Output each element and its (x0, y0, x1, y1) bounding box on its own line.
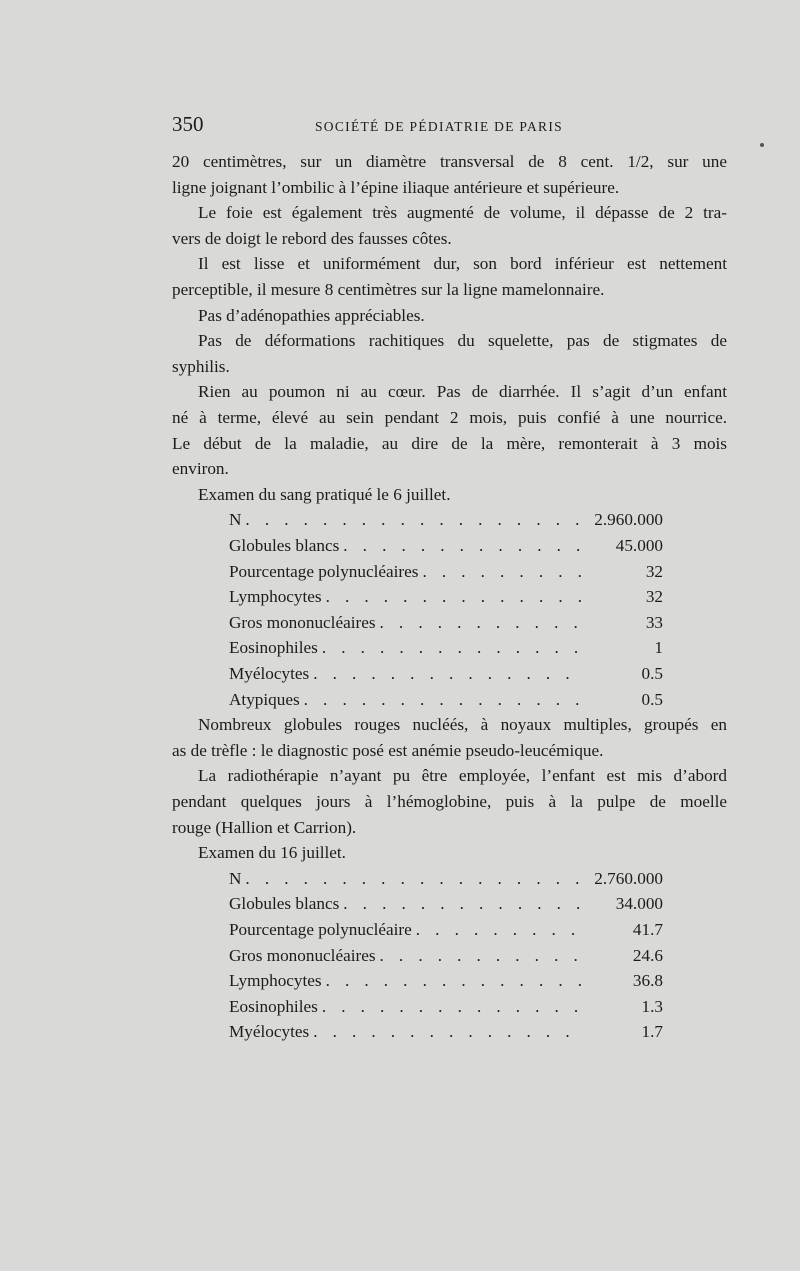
text-line: Rien au poumon ni au cœur. Pas de diarrhée. Il s’agit d’un enfant (198, 382, 727, 402)
text-line: Le début de la maladie, au dire de la mère, remonterait à 3 mois (172, 433, 727, 453)
row-label: Eosinophiles (229, 996, 318, 1016)
row-value: 41.7 (632, 920, 663, 939)
text-line: Examen du 16 juillet. (198, 843, 346, 863)
row-label: Lymphocytes (229, 971, 322, 991)
dot-leader (309, 662, 581, 686)
table-row (229, 867, 663, 891)
table-row (229, 688, 663, 712)
table-row (229, 995, 663, 1019)
text-line: Pas d’adénopathies appréciables. (198, 305, 425, 325)
table-row (229, 585, 663, 609)
text-line: rouge (Hallion et Carrion). (172, 817, 357, 837)
dot-leader (241, 508, 581, 532)
dot-leader (309, 1020, 581, 1044)
text-line: syphilis. (172, 356, 230, 376)
dot-leader (322, 969, 581, 993)
dot-leader (322, 585, 581, 609)
row-label: Pourcentage polynucléaire (229, 920, 412, 939)
text-line: Examen du sang pratiqué le 6 juillet. (198, 484, 451, 504)
row-label: Gros mononucléaires (229, 612, 376, 632)
row-label: N (229, 868, 242, 888)
table-row (229, 560, 663, 584)
dot-leader (412, 918, 581, 942)
page-number: 350 (172, 112, 204, 136)
text-line: Nombreux globules rouges nucléés, à noyaux multiples, groupés en (198, 715, 727, 735)
table-row (229, 918, 663, 942)
dot-leader (318, 636, 581, 660)
row-value: 1 (654, 638, 663, 658)
text-line: 20 centimètres, sur un diamètre transversal de 8 cent. 1/2, sur une (172, 152, 727, 171)
table-row (229, 662, 663, 686)
dot-leader (376, 944, 581, 968)
row-value: 0.5 (641, 689, 663, 709)
table-row (229, 611, 663, 635)
row-label: Globules blancs (229, 536, 340, 555)
row-label: Atypiques (229, 689, 300, 709)
row-value: 36.8 (632, 971, 663, 991)
table-row (229, 508, 663, 532)
dot-leader (300, 688, 581, 712)
row-value: 34.000 (615, 894, 663, 914)
text-line: ligne joignant l’ombilic à l’épine iliaque antérieure et supérieure. (172, 177, 620, 197)
text-line: Il est lisse et uniformément dur, son bord inférieur est nettement (198, 254, 727, 274)
table-row (229, 534, 663, 558)
text-line: as de trèfle : le diagnostic posé est anémie pseudo-leucémique. (172, 740, 604, 760)
text-line: né à terme, élevé au sein pendant 2 mois, puis confié à une nourrice. (172, 408, 727, 427)
row-label: N (229, 510, 242, 530)
text-line: perceptible, il mesure 8 centimètres sur la ligne mamelonnaire. (172, 280, 605, 299)
text-line: pendant quelques jours à l’hémoglobine, puis à la pulpe de moelle (172, 792, 727, 811)
dot-leader (339, 892, 581, 916)
row-label: Myélocytes (229, 664, 310, 683)
row-value: 0.5 (641, 664, 663, 683)
row-label: Globules blancs (229, 894, 340, 914)
text-line: environ. (172, 459, 229, 479)
row-value: 2.760.000 (594, 868, 663, 888)
dot-leader (418, 560, 581, 584)
text-line: La radiothérapie n’ayant pu être employée, l’enfant est mis d’abord (198, 766, 727, 786)
text-line: Le foie est également très augmenté de volume, il dépasse de 2 tra- (198, 203, 727, 223)
row-label: Eosinophiles (229, 638, 318, 658)
table-row (229, 1020, 663, 1044)
row-value: 45.000 (615, 536, 663, 555)
table-row (229, 944, 663, 968)
row-value: 33 (645, 612, 663, 632)
row-value: 32 (645, 561, 663, 581)
text-line: Pas de déformations rachitiques du squelette, pas de stigmates de (198, 331, 727, 351)
dot-leader (339, 534, 581, 558)
text-line: vers de doigt le rebord des fausses côtes. (172, 228, 452, 248)
dot-leader (376, 611, 581, 635)
row-value: 24.6 (632, 945, 663, 965)
row-label: Lymphocytes (229, 587, 322, 607)
row-label: Gros mononucléaires (229, 945, 376, 965)
dot-leader (241, 867, 581, 891)
table-row (229, 969, 663, 993)
running-head: SOCIÉTÉ DE PÉDIATRIE DE PARIS (315, 119, 563, 134)
dot-leader (318, 995, 581, 1019)
row-value: 32 (645, 587, 663, 607)
row-value: 2.960.000 (594, 510, 663, 530)
row-value: 1.3 (641, 996, 663, 1016)
scan-speck (760, 143, 764, 147)
table-row (229, 636, 663, 660)
row-value: 1.7 (641, 1022, 663, 1042)
table-row (229, 892, 663, 916)
row-label: Pourcentage polynucléaires (229, 561, 419, 581)
row-label: Myélocytes (229, 1022, 310, 1042)
